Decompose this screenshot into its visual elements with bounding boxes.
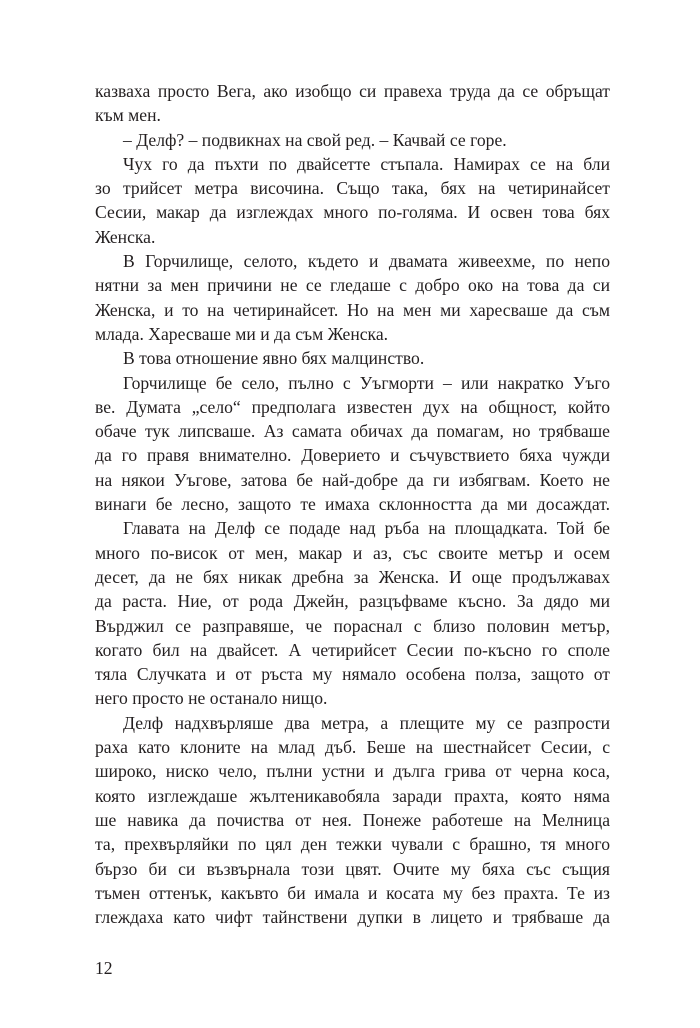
text-line: десет, да не бях никак дребна за Женска. И още продължавах (95, 566, 610, 587)
text-line: на някои Уъгове, затова бе най-добре да ги избягвам. Което не (95, 469, 610, 490)
text-line: винаги бе лесно, защото те имаха склонността да ми досаждат. (95, 494, 610, 515)
text-line: глеждаха като чифт тайнствени дупки в лицето и трябваше да (95, 907, 610, 928)
text-line: тъмен оттенък, какъвто би имала и косата му без прахта. Те из (95, 882, 610, 903)
text-line: казваха просто Вега, ако изобщо си правеха труда да се обръщат (95, 81, 610, 101)
text-line: зо трийсет метра височина. Също така, бях на четиринайсет (95, 178, 610, 199)
text-line: Женска, и то на четиринайсет. Но на мен ми харесваше да съм (95, 299, 610, 320)
text-line: нятни за мен причини не се гледаше с добро око на това да си (95, 275, 610, 296)
text-line: В Горчилище, селото, където и двамата живеехме, по непо (123, 251, 610, 272)
page-number: 12 (95, 958, 113, 978)
text-line: Делф надхвърляше два метра, а плещите му се разпрости (123, 712, 610, 733)
text-line: Сесии, макар да изглеждах много по-голяма. И освен това бях (95, 202, 610, 223)
text-line: Върджил се разправяше, че пораснал с близо половин метър, (95, 615, 610, 636)
text-line: която изглеждаше жълтеникавобяла заради прахта, която няма (95, 785, 610, 806)
text-line: Главата на Делф се подаде над ръба на площадката. Той бе (123, 518, 610, 539)
text-line: Чух го да пъхти по двайсетте стъпала. Намирах се на бли (123, 153, 610, 174)
text-line: към мен. (95, 105, 161, 126)
text-line: широко, ниско чело, пълни устни и дълга грива от черна коса, (95, 761, 610, 782)
text-line: него просто не останало нищо. (95, 688, 328, 709)
text-line: обаче тук липсваше. Аз самата обичах да помагам, но трябваше (95, 421, 610, 442)
text-line: ше навика да почиства от нея. Понеже работеше на Мелница (95, 809, 610, 830)
text-line: В това отношение явно бях малцинство. (123, 348, 425, 369)
text-line: та, прехвърляйки по цял ден тежки чували с брашно, тя много (95, 834, 610, 855)
text-line: много по-висок от мен, макар и аз, със своите метър и осем (95, 542, 610, 563)
text-line: да го правя внимателно. Доверието и съчувствието бяха чужди (95, 445, 610, 466)
text-line: Горчилище бе село, пълно с Уъгморти – или накратко Уъго (123, 372, 610, 393)
text-line: раха като клоните на млад дъб. Беше на шестнайсет Сесии, с (95, 737, 610, 758)
text-line: когато бил на двайсет. А четирийсет Сесии по-късно го споле (95, 639, 610, 660)
text-line: бързо би си възвърнала този цвят. Очите му бяха със същия (95, 858, 610, 879)
text-line: – Делф? – подвикнах на свой ред. – Качвай се горе. (123, 129, 507, 150)
text-line: да раста. Ние, от рода Джейн, разцъфваме късно. За дядо ми (95, 591, 610, 612)
body-text (95, 79, 610, 929)
text-line: ве. Думата „село“ предполага известен дух на общност, който (95, 396, 610, 417)
text-line: млада. Харесваше ми и да съм Женска. (95, 323, 389, 344)
text-line: Женска. (95, 226, 156, 247)
text-line: тяла Случката и от ръста му нямало особена полза, защото от (95, 664, 610, 685)
